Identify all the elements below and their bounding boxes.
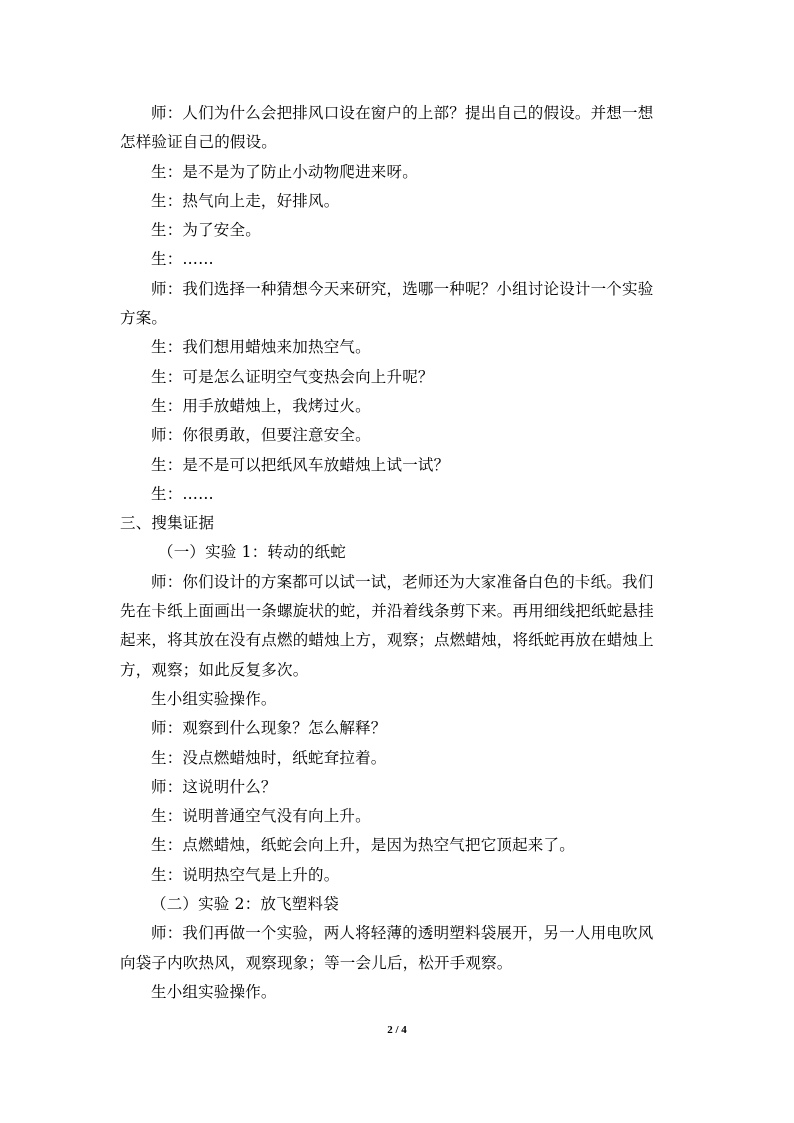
paragraph-line: 师：我们选择一种猜想今天来研究，选哪一种呢？小组讨论设计一个实验 [151, 279, 654, 298]
paragraph-line: 师：你很勇敢，但要注意安全。 [151, 426, 371, 445]
paragraph-line: 生：是不是可以把纸风车放蜡烛上试一试？ [151, 455, 450, 474]
paragraph-line: 生小组实验操作。 [151, 982, 277, 1001]
paragraph-line: 生：说明热空气是上升的。 [151, 865, 340, 884]
paragraph-line: 生小组实验操作。 [151, 689, 277, 708]
paragraph-line: 方，观察；如此反复多次。 [120, 660, 309, 679]
paragraph-line: 方案。 [120, 309, 168, 328]
paragraph-line: 怎样验证自己的假设。 [120, 133, 278, 152]
section-heading: 三、搜集证据 [120, 514, 215, 533]
paragraph-line: 生：…… [151, 484, 214, 503]
document-body [120, 99, 680, 1007]
paragraph-line: 生：说明普通空气没有向上升。 [151, 807, 371, 826]
paragraph-line: 师：你们设计的方案都可以试一试，老师还为大家准备白色的卡纸。我们 [151, 572, 654, 591]
paragraph-line: 师：人们为什么会把排风口设在窗户的上部？提出自己的假设。并想一想 [151, 104, 654, 122]
page-number: 2 / 4 [387, 1024, 407, 1036]
paragraph-line: 生：热气向上走，好排风。 [151, 191, 340, 210]
paragraph-line: 生：点燃蜡烛，纸蛇会向上升，是因为热空气把它顶起来了。 [151, 836, 575, 855]
paragraph-line: 先在卡纸上面画出一条螺旋状的蛇，并沿着线条剪下来。再用细线把纸蛇悬挂 [120, 602, 654, 621]
paragraph-line: 生：我们想用蜡烛来加热空气。 [151, 338, 371, 357]
paragraph-line: 生：可是怎么证明空气变热会向上升呢？ [151, 367, 434, 386]
paragraph-line: 向袋子内吹热风，观察现象；等一会儿后，松开手观察。 [120, 953, 513, 972]
subsection-heading: （二）实验 2：放飞塑料袋 [151, 895, 339, 914]
paragraph-line: 生：…… [151, 250, 214, 269]
paragraph-line: 师：观察到什么现象？怎么解释？ [151, 719, 387, 738]
paragraph-line: 师：我们再做一个实验，两人将轻薄的透明塑料袋展开，另一人用电吹风 [151, 924, 654, 943]
paragraph-line: 生：为了安全。 [151, 221, 261, 240]
paragraph-line: 生：是不是为了防止小动物爬进来呀。 [151, 162, 418, 181]
paragraph-line: 生：用手放蜡烛上，我烤过火。 [151, 396, 371, 415]
paragraph-line: 起来，将其放在没有点燃的蜡烛上方，观察；点燃蜡烛，将纸蛇再放在蜡烛上 [120, 631, 654, 650]
paragraph-line: 师：这说明什么？ [151, 777, 277, 796]
subsection-heading: （一）实验 1：转动的纸蛇 [158, 543, 346, 562]
paragraph-line: 生：没点燃蜡烛时，纸蛇耷拉着。 [151, 748, 387, 767]
